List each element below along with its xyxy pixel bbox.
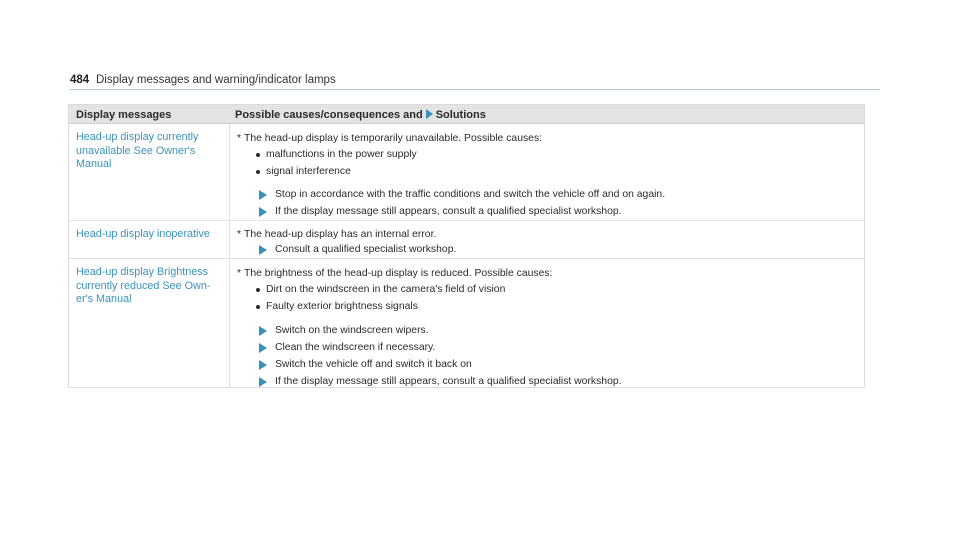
bullet-icon <box>256 288 260 292</box>
table-row: Head-up display inoperative * The head-up display has an internal error. Consult a qualified specialist workshop. <box>69 221 864 259</box>
table-row: Head-up display currently unavailable See Owner's Manual * The head-up display is temporarily unavailable. Possible causes: malfunctions in the power supply signal interference Stop in accordance with the traffic conditions and switch the vehicle off and on again. If the display message still appears, consult a qualified specialist workshop. <box>69 124 864 221</box>
message-text: Head-up display inoperative <box>76 228 210 240</box>
asterisk-icon: * <box>237 268 242 279</box>
play-arrow-icon <box>259 326 267 336</box>
play-arrow-icon <box>259 245 267 255</box>
message-text: Head-up display Brightness currently reduced See Own-er's Manual <box>76 266 211 305</box>
play-arrow-icon <box>259 190 267 200</box>
page-number: 484 <box>70 74 90 86</box>
play-arrow-icon <box>259 377 267 387</box>
cause-text: * The head-up display has an internal error. <box>237 229 437 240</box>
column-header-messages: Display messages <box>76 109 172 121</box>
column-header-solutions <box>235 109 486 121</box>
play-arrow-icon <box>426 109 433 119</box>
cause-text: * The brightness of the head-up display is reduced. Possible causes: <box>237 268 553 279</box>
column-header-causes-label: Possible causes/consequences and <box>235 109 423 121</box>
display-messages-table <box>68 104 865 388</box>
cause-text: * The head-up display is temporarily unavailable. Possible causes: <box>237 133 543 144</box>
play-arrow-icon <box>259 343 267 353</box>
bullet-icon <box>256 305 260 309</box>
play-arrow-icon <box>259 207 267 217</box>
bullet-icon <box>256 153 260 157</box>
asterisk-icon: * <box>237 229 242 240</box>
table-row: Head-up display Brightness currently reduced See Own-er's Manual * The brightness of the head-up display is reduced. Possible causes: Dirt on the windscreen in the camera's field of vision Faulty exterior brightness signals Switch on the windscreen wipers. Clean the windscreen if necessary. Switch the vehicle off and switch it back on If the display message still appears, consult a qualified specialist workshop. <box>76 266 622 387</box>
play-arrow-icon <box>259 360 267 370</box>
page-header <box>70 72 880 90</box>
asterisk-icon: * <box>237 133 242 144</box>
table-header <box>69 105 864 124</box>
column-header-solutions-label: Solutions <box>435 109 486 121</box>
message-text: Head-up display currently unavailable See Owner's Manual <box>76 131 199 170</box>
bullet-icon <box>256 170 260 174</box>
page-title: Display messages and warning/indicator lamps <box>96 74 336 86</box>
